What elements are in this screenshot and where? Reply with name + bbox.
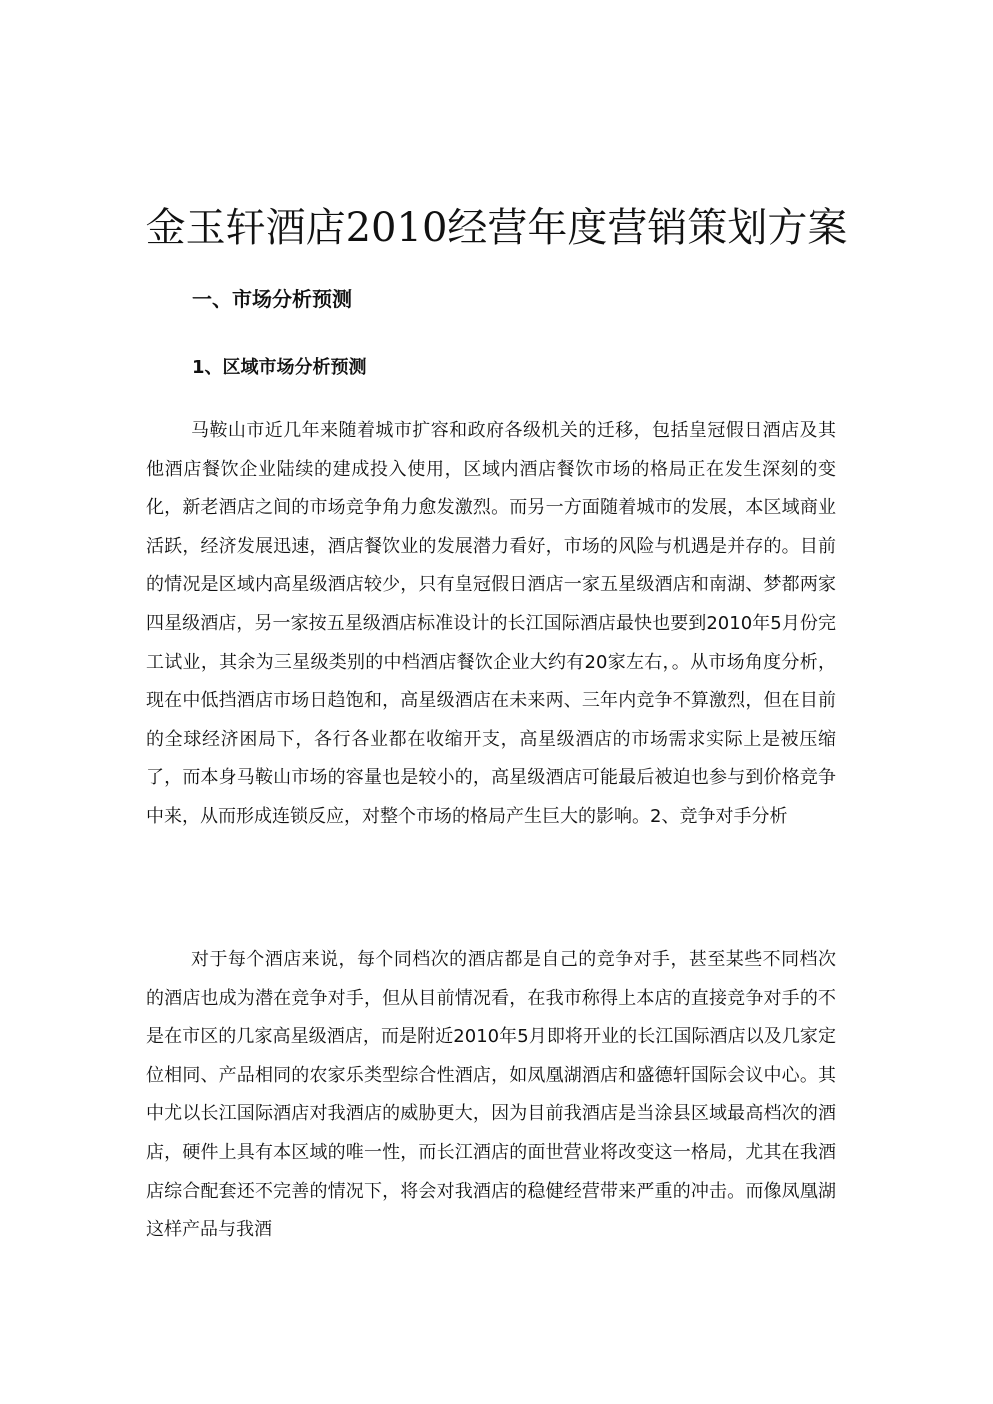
section-heading-market-analysis: 一、市场分析预测 [192,287,352,311]
document-title: 金玉轩酒店2010经营年度营销策划方案 [145,205,848,251]
subsection-heading-regional-market: 1、区域市场分析预测 [192,357,367,378]
paragraph-competitor-analysis: 对于每个酒店来说，每个同档次的酒店都是自己的竞争对手，甚至某些不同档次的酒店也成为潜在竞争对手，但从目前情况看，在我市称得上本店的直接竞争对手的不是在市区的几家高星级酒店，而是附近2010年5月即将开业的长江国际酒店以及几家定位相同、产品相同的农家乐类型综合性酒店，如凤凰湖酒店和盛德轩国际会议中心。其中尤以长江国际酒店对我酒店的威胁更大，因为目前我酒店是当涂县区域最高档次的酒店，硬件上具有本区域的唯一性，而长江酒店的面世营业将改变这一格局，尤其在我酒店综合配套还不完善的情况下，将会对我酒店的稳健经营带来严重的冲击。而像凤凰湖这样产品与我酒 [146,949,836,1241]
paragraph-regional-market: 马鞍山市近几年来随着城市扩容和政府各级机关的迁移，包括皇冠假日酒店及其他酒店餐饮企业陆续的建成投入使用，区域内酒店餐饮市场的格局正在发生深刻的变化，新老酒店之间的市场竞争角力愈发激烈。而另一方面随着城市的发展，本区域商业活跃，经济发展迅速，酒店餐饮业的发展潜力看好，市场的风险与机遇是并存的。目前的情况是区域内高星级酒店较少，只有皇冠假日酒店一家五星级酒店和南湖、梦都两家四星级酒店，另一家按五星级酒店标准设计的长江国际酒店最快也要到2010年5月份完工试业，其余为三星级类别的中档酒店餐饮企业大约有20家左右，。从市场角度分析，现在中低挡酒店市场日趋饱和，高星级酒店在未来两、三年内竞争不算激烈，但在目前的全球经济困局下，各行各业都在收缩开支，高星级酒店的市场需求实际上是被压缩了，而本身马鞍山市场的容量也是较小的，高星级酒店可能最后被迫也参与到价格竞争中来，从而形成连锁反应，对整个市场的格局产生巨大的影响。2、竞争对手分析 [146,420,836,827]
